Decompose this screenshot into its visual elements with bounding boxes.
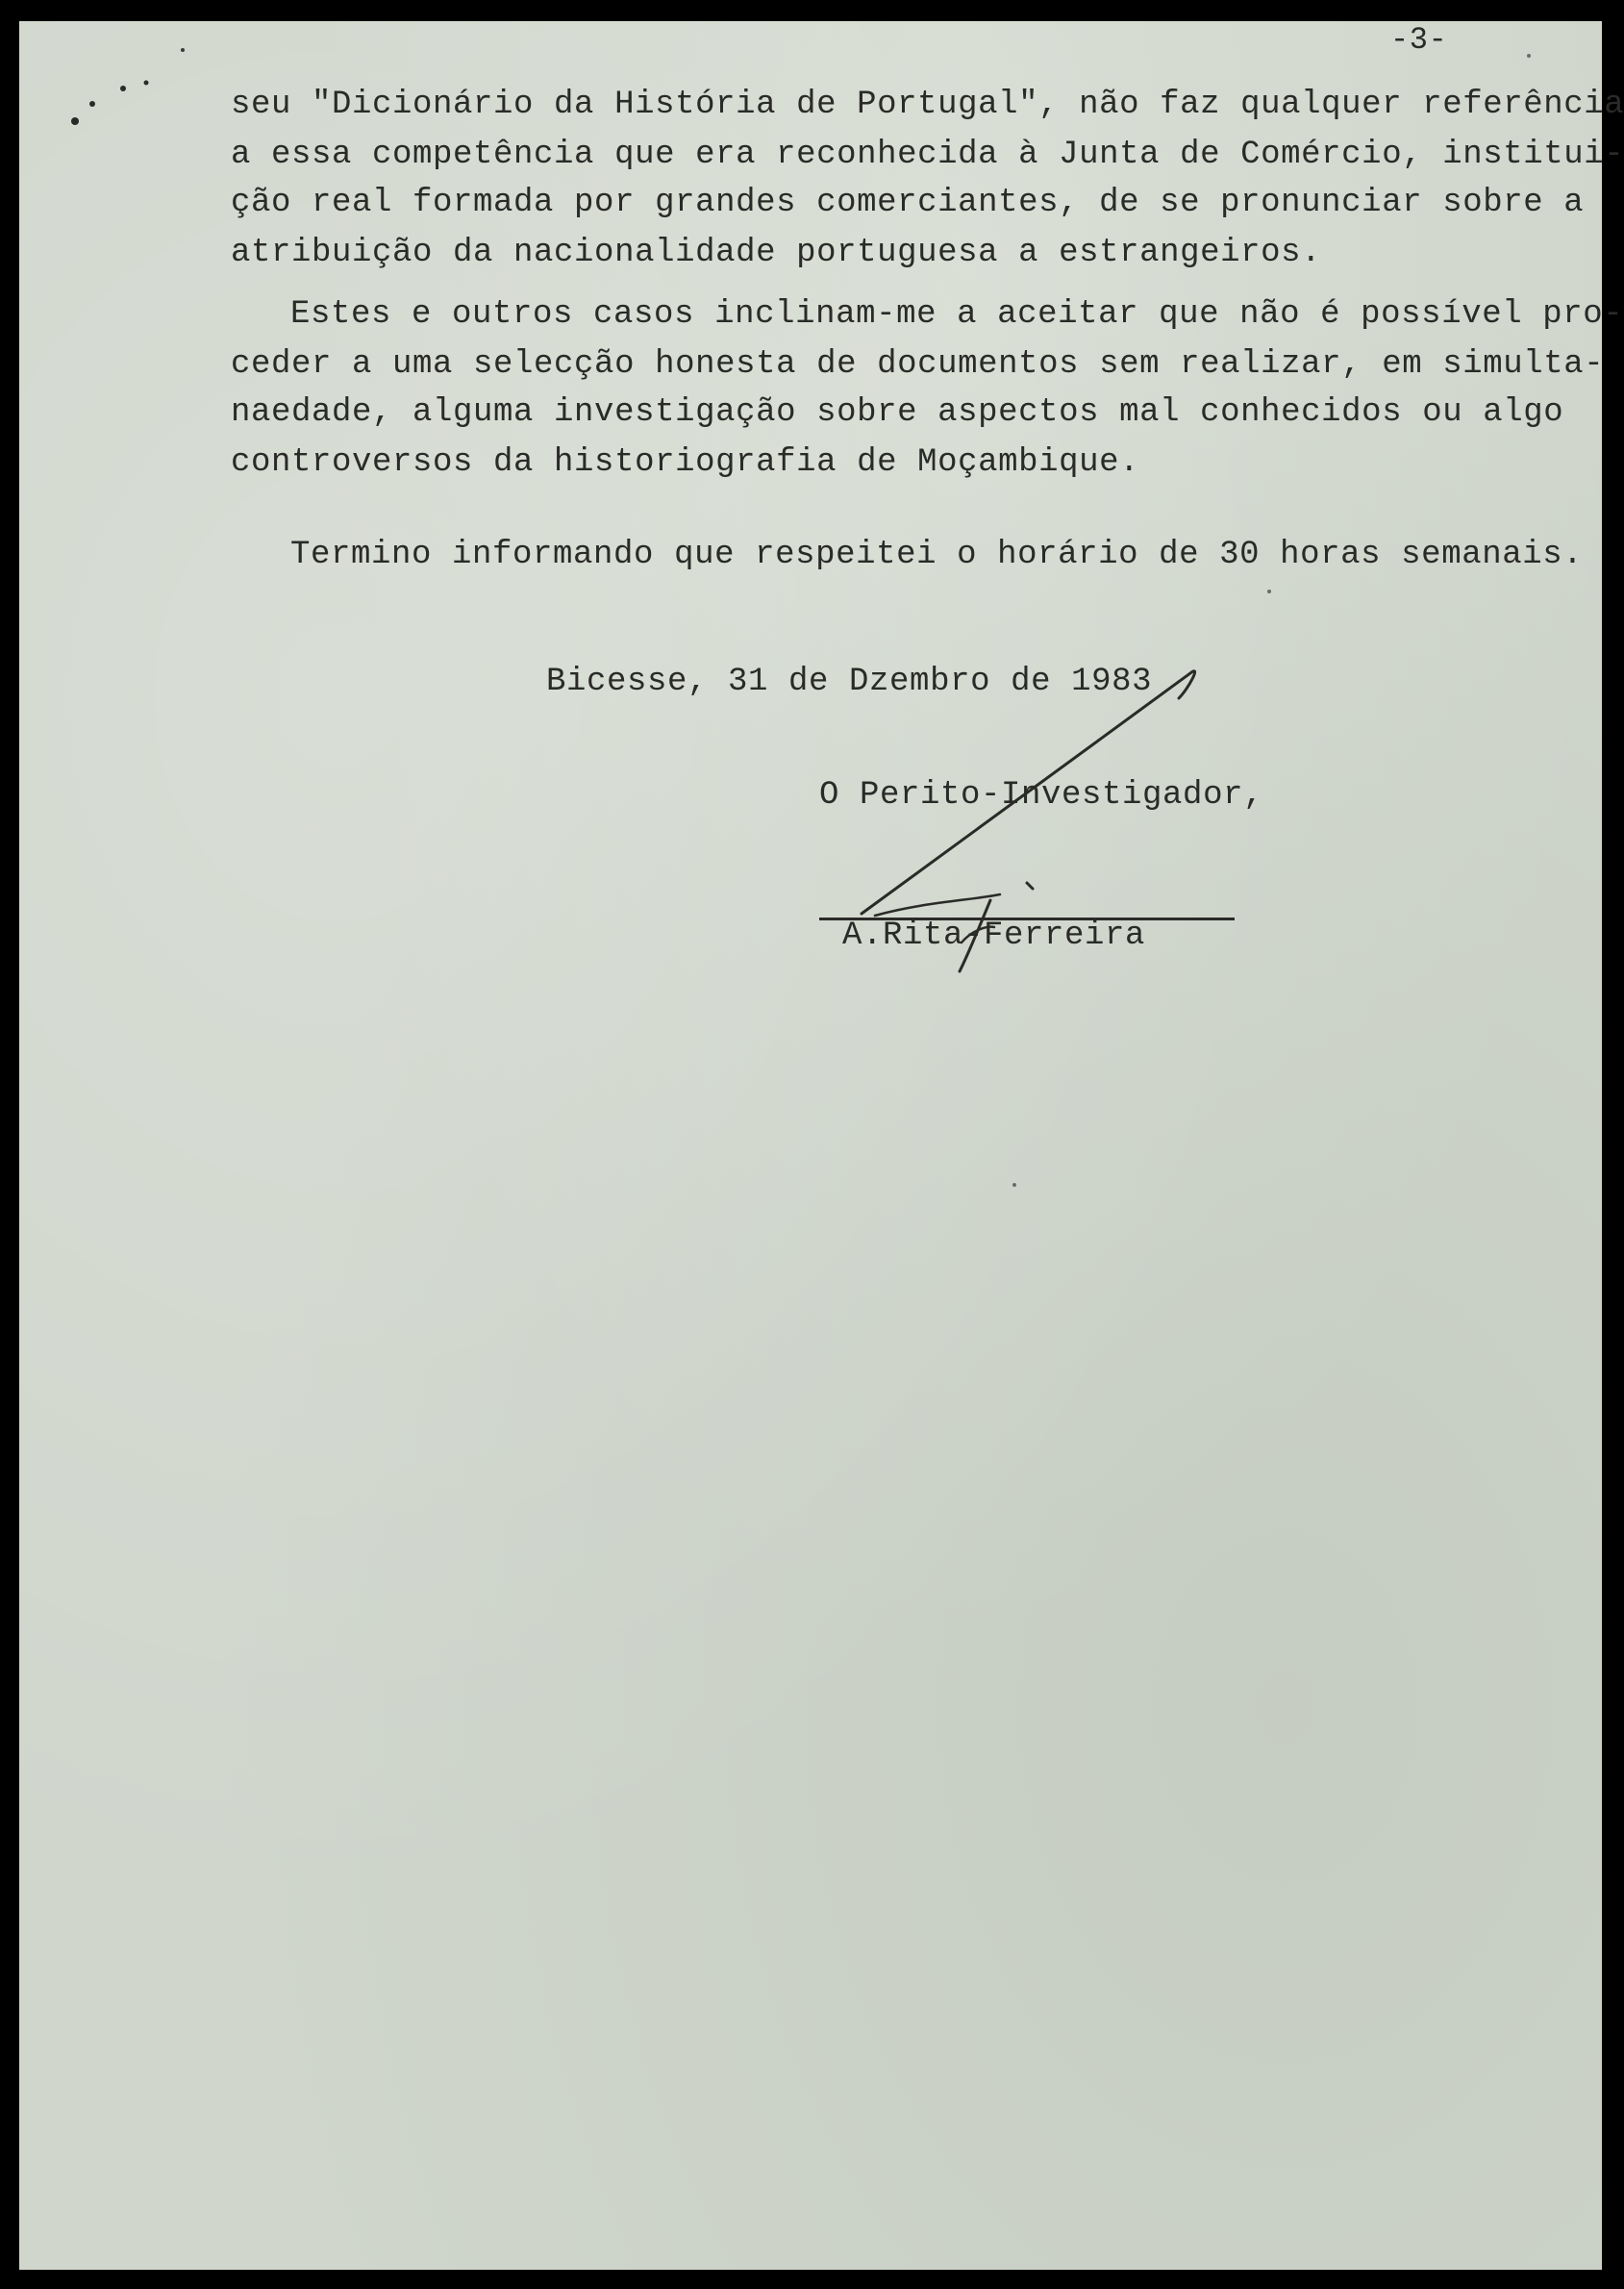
paragraph-2-line-4: controversos da historiografia de Moçambique.	[231, 444, 1140, 481]
paragraph-1-line-2: a essa competência que era reconhecida à Junta de Comércio, institui-	[231, 137, 1624, 173]
paragraph-2-line-2: ceder a uma selecção honesta de documentos sem realizar, em simulta-	[231, 346, 1605, 383]
paragraph-1-line-1: seu "Dicionário da História de Portugal", não faz qualquer referência	[231, 87, 1624, 123]
paragraph-2-line-1: Estes e outros casos inclinam-me a aceitar que não é possível pro-	[290, 296, 1624, 333]
place-date: Bicesse, 31 de Dzembro de 1983	[546, 664, 1153, 700]
page-number: -3-	[1390, 22, 1448, 58]
paragraph-2-line-3: naedade, alguma investigação sobre aspectos mal conhecidos ou algo	[231, 394, 1564, 431]
paragraph-1-line-4: atribuição da nacionalidade portuguesa a estrangeiros.	[231, 235, 1322, 271]
paragraph-1-line-3: ção real formada por grandes comerciantes, de se pronunciar sobre a	[231, 185, 1585, 221]
signatory-name: A.Rita-Ferreira	[842, 918, 1146, 954]
paragraph-3: Termino informando que respeitei o horário de 30 horas semanais.	[290, 537, 1584, 573]
signatory-title: O Perito-Investigador,	[819, 777, 1264, 814]
